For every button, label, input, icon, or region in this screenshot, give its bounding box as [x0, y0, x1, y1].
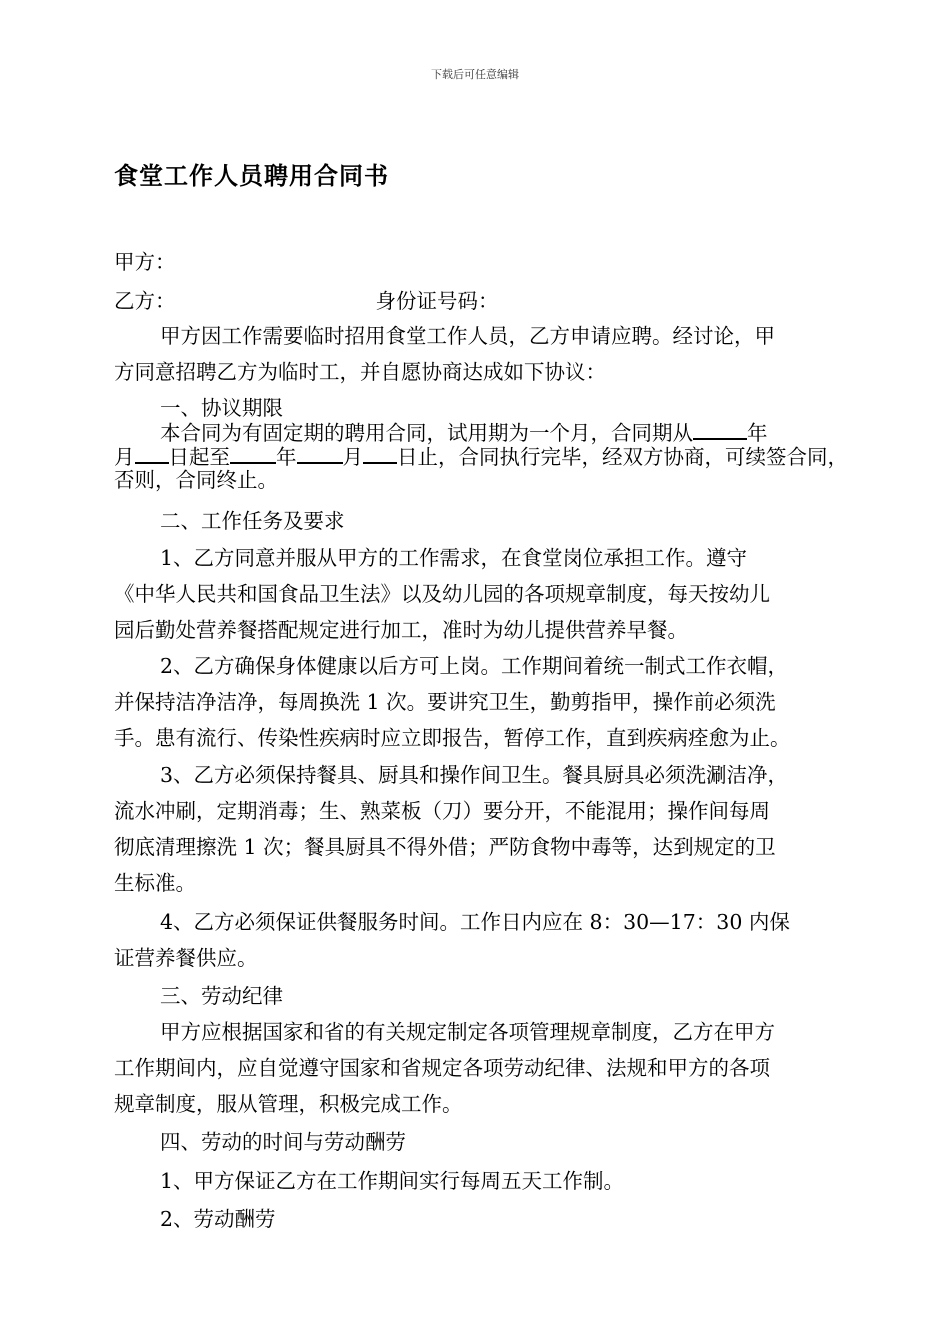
paragraph-line: 生标准。 — [114, 871, 196, 895]
day-to-label: 日止，合同执行完毕，经双方协商，可续签合同， — [397, 445, 848, 469]
paragraph-line: 1、乙方同意并服从甲方的工作需求，在食堂岗位承担工作。遵守 — [160, 546, 748, 570]
party-a-line — [114, 244, 844, 280]
paragraph-line: 流水冲刷，定期消毒；生、熟菜板（刀）要分开，不能混用；操作间每周 — [114, 799, 770, 823]
term-line — [160, 420, 844, 445]
day-from-label: 日起至 — [168, 445, 230, 469]
intro-line: 方同意招聘乙方为临时工，并自愿协商达成如下协议： — [114, 360, 606, 384]
month-label: 月 — [114, 445, 135, 469]
section-heading: 四、劳动的时间与劳动酬劳 — [160, 1130, 406, 1154]
term-line — [114, 444, 848, 469]
paragraph-line: 并保持洁净洁净，每周换洗 1 次。要讲究卫生，勤剪指甲，操作前必须洗 — [114, 690, 776, 714]
paragraph-line: 规章制度，服从管理，积极完成工作。 — [114, 1092, 463, 1116]
month2-label: 月 — [342, 445, 363, 469]
end-month-blank — [297, 444, 343, 464]
party-b-label: 乙方： — [114, 289, 176, 313]
start-day-blank — [135, 444, 169, 464]
paragraph-line: 彻底清理擦洗 1 次；餐具厨具不得外借；严防食物中毒等，达到规定的卫 — [114, 835, 776, 859]
paragraph-line: 工作期间内，应自觉遵守国家和省规定各项劳动纪律、法规和甲方的各项 — [114, 1056, 770, 1080]
paragraph-line: 2、劳动酬劳 — [160, 1207, 276, 1231]
paragraph-line: 3、乙方必须保持餐具、厨具和操作间卫生。餐具厨具必须洗涮洁净， — [160, 763, 789, 787]
paragraph-line: 《中华人民共和国食品卫生法》以及幼儿园的各项规章制度，每天按幼儿 — [114, 582, 770, 606]
end-year-blank — [230, 444, 276, 464]
paragraph-line: 1、甲方保证乙方在工作期间实行每周五天工作制。 — [160, 1169, 625, 1193]
year2-label: 年 — [276, 445, 297, 469]
party-b-line — [114, 283, 844, 319]
party-a-label: 甲方： — [114, 250, 176, 274]
paragraph-line: 园后勤处营养餐搭配规定进行加工，准时为幼儿提供营养早餐。 — [114, 618, 688, 642]
page-title: 食堂工作人员聘用合同书 — [114, 162, 389, 190]
header-note: 下载后可任意编辑 — [431, 68, 519, 81]
term-line: 否则，合同终止。 — [114, 468, 278, 492]
paragraph-line: 证营养餐供应。 — [114, 946, 258, 970]
section-heading: 二、工作任务及要求 — [160, 509, 345, 533]
start-year-blank — [693, 420, 747, 440]
intro-line: 甲方因工作需要临时招用食堂工作人员，乙方申请应聘。经讨论，甲 — [160, 324, 775, 348]
year-label: 年 — [747, 421, 768, 445]
term-text: 本合同为有固定期的聘用合同，试用期为一个月，合同期从 — [160, 421, 693, 445]
section-heading: 三、劳动纪律 — [160, 984, 283, 1008]
id-number-label: 身份证号码： — [375, 289, 499, 313]
section-heading: 一、协议期限 — [160, 396, 283, 420]
paragraph-line: 甲方应根据国家和省的有关规定制定各项管理规章制度，乙方在甲方 — [160, 1020, 775, 1044]
paragraph-line: 手。患有流行、传染性疾病时应立即报告，暂停工作，直到疾病痊愈为止。 — [114, 726, 791, 750]
paragraph-line: 4、乙方必须保证供餐服务时间。工作日内应在 8：30—17：30 内保 — [160, 910, 790, 934]
paragraph-line: 2、乙方确保身体健康以后方可上岗。工作期间着统一制式工作衣帽， — [160, 654, 789, 678]
end-day-blank — [363, 444, 397, 464]
